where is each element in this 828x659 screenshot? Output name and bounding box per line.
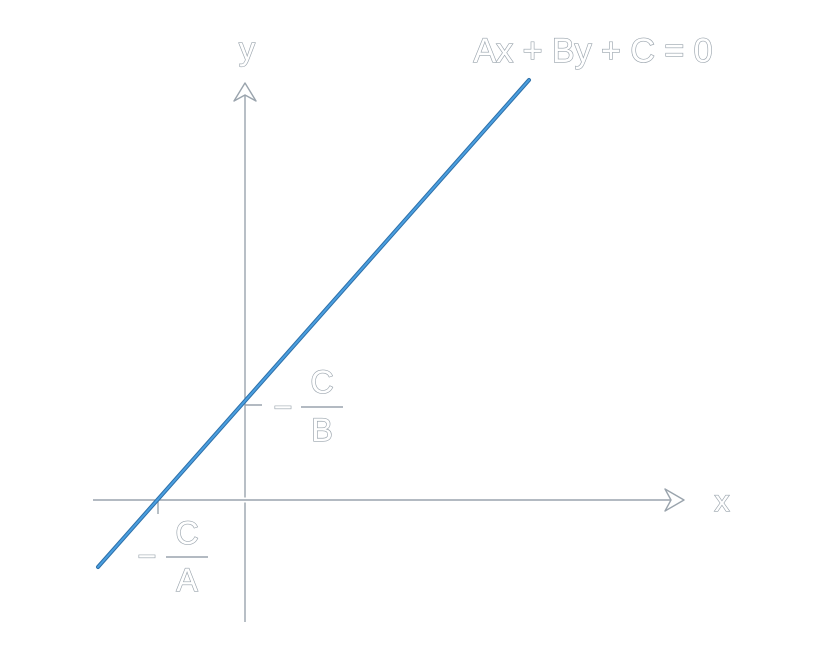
y-intercept-label — [274, 364, 343, 448]
x-axis — [93, 489, 684, 511]
y-axis — [234, 83, 256, 622]
x-intercept-label — [138, 515, 208, 598]
y-axis-label: y — [239, 31, 255, 67]
x-intercept-numerator: C — [175, 515, 199, 551]
line-equation-label: Ax + By + C = 0 — [473, 32, 713, 70]
x-intercept-denominator: A — [176, 562, 198, 598]
x-axis-label: x — [714, 485, 730, 518]
y-intercept-denominator: B — [311, 412, 333, 448]
x-intercept-sign: − — [137, 538, 157, 574]
y-intercept-numerator: C — [310, 364, 334, 400]
y-intercept-sign: − — [273, 389, 293, 425]
